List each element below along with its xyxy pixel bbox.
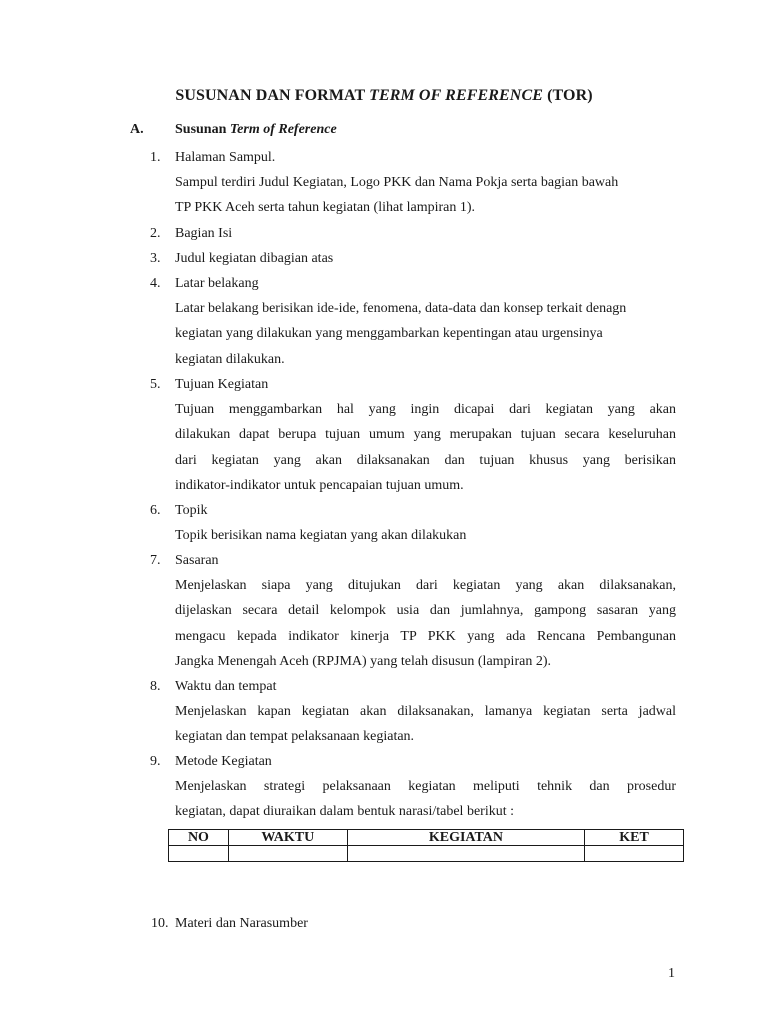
item-4-number: 4.: [150, 276, 161, 291]
item-7-line: mengacu kepada indikator kinerja TP PKK yang ada Rencana Pembangunan: [175, 628, 676, 644]
item-2-heading: Bagian Isi: [175, 226, 233, 241]
table-cell: [347, 846, 585, 862]
item-10-number: 10.: [151, 916, 169, 931]
item-1-heading: Halaman Sampul.: [175, 150, 276, 165]
item-4-line: Latar belakang berisikan ide-ide, fenomena, data-data dan konsep terkait denagn: [175, 301, 627, 316]
title-prefix: SUSUNAN DAN FORMAT: [175, 87, 370, 104]
item-6-heading: Topik: [175, 503, 208, 518]
item-1-number: 1.: [150, 150, 161, 165]
item-4-line: kegiatan yang dilakukan yang menggambarkan kepentingan atau urgensinya: [175, 326, 603, 342]
item-9-line: kegiatan, dapat diuraikan dalam bentuk narasi/tabel berikut :: [175, 804, 514, 820]
page-number: 1: [668, 966, 675, 981]
item-6-number: 6.: [150, 503, 161, 518]
kegiatan-table: [168, 829, 684, 862]
table-cell: [585, 846, 684, 862]
section-title-italic: Term of Reference: [229, 122, 337, 137]
section-title: [175, 122, 337, 138]
item-1-paragraph: [175, 170, 676, 221]
item-5-number: 5.: [150, 377, 161, 392]
item-9-number: 9.: [150, 754, 161, 769]
item-7-paragraph: [175, 573, 676, 674]
item-6-line: Topik berisikan nama kegiatan yang akan dilakukan: [175, 528, 467, 543]
item-7-line: Jangka Menengah Aceh (RPJMA) yang telah disusun (lampiran 2).: [175, 653, 551, 669]
item-1-line: TP PKK Aceh serta tahun kegiatan (lihat lampiran 1).: [175, 200, 476, 216]
item-1-line: Sampul terdiri Judul Kegiatan, Logo PKK dan Nama Pokja serta bagian bawah: [175, 175, 619, 190]
title-italic: TERM OF REFERENCE: [369, 87, 544, 104]
table-header-kegiatan: KEGIATAN: [347, 830, 585, 846]
section-title-prefix: Susunan: [175, 122, 230, 137]
item-8-line: kegiatan dan tempat pelaksanaan kegiatan.: [175, 729, 415, 745]
item-7-line: dijelaskan secara detail kelompok usia dan jumlahnya, gampong sasaran yang: [175, 603, 676, 619]
item-4-line: kegiatan dilakukan.: [175, 351, 285, 367]
table-cell: [169, 846, 229, 862]
item-5-line: indikator-indikator untuk pencapaian tujuan umum.: [175, 477, 464, 493]
table-cell: [228, 846, 347, 862]
item-8-paragraph: [175, 699, 676, 750]
item-5-heading: Tujuan Kegiatan: [175, 377, 269, 392]
item-3-number: 3.: [150, 251, 161, 266]
item-8-number: 8.: [150, 679, 161, 694]
table-header-row: [169, 830, 684, 846]
item-8-heading: Waktu dan tempat: [175, 679, 277, 694]
item-3-heading: Judul kegiatan dibagian atas: [175, 251, 334, 266]
item-5-line: dilakukan dapat berupa tujuan umum yang merupakan tujuan secara keseluruhan: [175, 427, 676, 443]
table-header-ket: KET: [585, 830, 684, 846]
item-5-line: dari kegiatan yang akan dilaksanakan dan tujuan khusus yang berisikan: [175, 452, 676, 468]
item-7-heading: Sasaran: [175, 553, 219, 568]
section-letter: A.: [130, 122, 144, 137]
title-suffix: (TOR): [543, 87, 593, 104]
item-7-number: 7.: [150, 553, 161, 568]
item-5-line: Tujuan menggambarkan hal yang ingin dicapai dari kegiatan yang akan: [175, 402, 676, 417]
item-9-paragraph: [175, 774, 676, 825]
document-title: [0, 87, 768, 105]
item-7-line: Menjelaskan siapa yang ditujukan dari kegiatan yang akan dilaksanakan,: [175, 578, 676, 593]
item-9-line: Menjelaskan strategi pelaksanaan kegiatan meliputi tehnik dan prosedur: [175, 779, 676, 794]
item-4-paragraph: [175, 296, 676, 372]
item-5-paragraph: [175, 397, 676, 498]
item-4-heading: Latar belakang: [175, 276, 259, 291]
item-6-paragraph: [175, 523, 676, 548]
item-8-line: Menjelaskan kapan kegiatan akan dilaksanakan, lamanya kegiatan serta jadwal: [175, 704, 676, 719]
item-2-number: 2.: [150, 226, 161, 241]
item-9-heading: Metode Kegiatan: [175, 754, 272, 769]
item-10-heading: Materi dan Narasumber: [175, 916, 308, 931]
table-header-waktu: WAKTU: [228, 830, 347, 846]
table-row: [169, 846, 684, 862]
table-header-no: NO: [169, 830, 229, 846]
